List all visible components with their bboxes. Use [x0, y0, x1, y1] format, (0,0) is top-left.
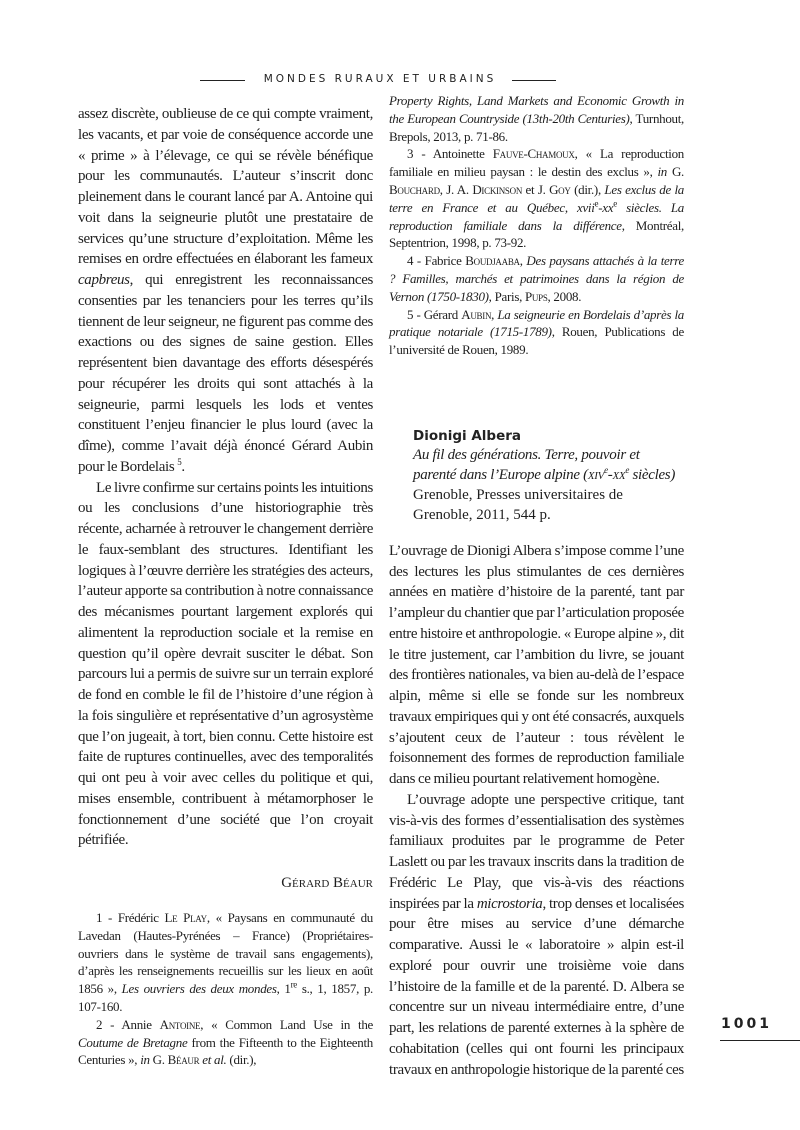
right-column	[389, 92, 684, 1080]
paragraph	[389, 790, 684, 1081]
text-run: L’ouvrage adopte une perspective critique, tant vis-à-vis des formes d’essentialisation des systèmes familiaux produites par le programme de Peter Laslett ou par les travaux inscrits dans la tradition de Frédéric Le Play, que vis-à-vis des réactions inspirées par la	[389, 791, 684, 912]
italic-text: microstoria	[476, 895, 543, 912]
text-run: (dir.),	[570, 181, 605, 197]
paragraph	[78, 104, 373, 478]
text-run: , Paris,	[488, 288, 525, 304]
italic-text: et al.	[202, 1052, 227, 1068]
text-run: 5 - Gérard	[407, 306, 462, 322]
text-run: , trop denses et localisées pour être mises au service d’une démarche comparative. Aussi le « laboratoire » alpin est-il exploré pour ouvrir une troisième voie dans l’histoire de la famille et de la parenté. D. Albera se concentre sur un niveau intermédiaire entre, d’une part, les relations de parenté externes à la sphère de cohabitation (celles qui ont fourni les principaux travaux en anthropologie historique de la parenté ces	[389, 895, 684, 1078]
paragraph	[389, 541, 684, 790]
left-column	[78, 104, 373, 1069]
text-run: , qui enregistrent les reconnaissances consenties par les tenanciers pour les terres qu’ils tiennent de leur seigneur, ne figurent pas comme des exactions ou des signes de saine gestion. Elles représentent bien davantage des efforts désespérés pour récupérer les droits qui sont attachés à la seigneurie, parmi lesquels les lods et ventes constituent l’enjeu financier le plus lourd (avec la dîme), comme l’avait déjà énoncé Gérard Aubin pour le Bordelais	[78, 272, 373, 475]
small-caps-text: Bouchard	[389, 181, 440, 197]
italic-text: -xx	[598, 199, 614, 215]
italic-text: Coutume de Bretagne	[78, 1034, 188, 1050]
italic-text: Les ouvriers des deux mondes	[121, 981, 277, 997]
text-run: , J. A.	[439, 181, 473, 197]
small-caps-text: xx	[612, 466, 626, 483]
italic-text: Les exclus de la terre en France et au Québec, xvii	[389, 181, 685, 215]
small-caps-text: Antoine	[159, 1016, 201, 1032]
small-caps-text: Fauve-Chamoux	[492, 146, 575, 162]
text-run: ,	[519, 253, 527, 269]
header-rule-left	[200, 80, 245, 81]
text-run: siècles)	[629, 466, 676, 483]
text-run: , 2008.	[547, 288, 582, 304]
text-run: G.	[667, 164, 684, 180]
small-caps-text: Aubin	[461, 306, 492, 322]
text-run: 3 - Antoinette	[407, 146, 493, 162]
italic-text: in	[140, 1052, 150, 1068]
footnote	[389, 252, 684, 305]
superscript: e	[604, 464, 608, 475]
review-author: Dionigi Albera	[413, 427, 521, 444]
text-run: , « Common Land Use in the	[200, 1016, 373, 1032]
running-title: MONDES RURAUX ET URBAINS	[263, 73, 497, 85]
small-caps-text: Boudjaaba	[465, 253, 520, 269]
review-body-continued	[78, 104, 373, 851]
footnote	[78, 909, 373, 1016]
small-caps-text: Pups	[524, 288, 548, 304]
page-number: 1001	[721, 1016, 772, 1032]
left-footnotes	[78, 909, 373, 1069]
text-run: , Rouen, Publications de l’université de Rouen, 1989.	[389, 324, 684, 358]
small-caps-text: Béaur	[167, 1052, 200, 1068]
text-run: s., 1, 1857, p. 107-160.	[78, 981, 373, 1014]
review-publisher-details: Grenoble, 2011, 544 p.	[413, 506, 551, 523]
superscript: re	[290, 979, 298, 990]
text-run: (dir.),	[226, 1052, 257, 1068]
text-run: Au fil des générations. Terre, pouvoir et parenté dans l’Europe alpine (	[413, 446, 640, 483]
italic-text: Property Rights, Land Markets and Economic Growth in the European Countryside (13th-20th Centuries)	[389, 93, 684, 126]
italic-text: in	[657, 164, 668, 180]
text-run: et J.	[522, 181, 550, 197]
review-signature: Gérard Béaur	[281, 875, 373, 891]
italic-text: La seigneurie en Bordelais d’après la pratique notariale (1715-1789)	[389, 306, 685, 340]
superscript: e	[594, 198, 599, 209]
paragraph	[78, 478, 373, 852]
review-publisher: Grenoble, Presses universitaires de	[413, 486, 623, 503]
footnote-continued	[389, 92, 684, 145]
text-run: ,	[491, 306, 498, 322]
small-caps-text: Goy	[549, 181, 571, 197]
superscript: e	[625, 464, 630, 475]
text-run: , Montréal, Septentrion, 1998, p. 73-92.	[389, 217, 684, 251]
small-caps-text: xiv	[587, 466, 605, 483]
right-footnotes	[389, 92, 684, 359]
text-run: 1 - Frédéric	[96, 910, 165, 925]
text-run: G.	[149, 1052, 168, 1068]
superscript: e	[613, 198, 617, 209]
text-run: , « La reproduction familiale en milieu paysan : le destin des exclus »,	[389, 146, 684, 180]
header-rule-right	[512, 80, 556, 81]
text-run: , « Paysans en communauté du Lavedan (Hautes-Pyrénées – France) (Propriétaires-ouvriers dans le système de travail sans engagements), d’après les renseignements recueillis sur les lieux en août 1856 »,	[78, 910, 373, 997]
text-run: , 1	[276, 981, 291, 997]
page-number-rule	[720, 1040, 800, 1041]
text-run: .	[181, 458, 185, 475]
small-caps-text: Dickinson	[472, 181, 523, 197]
footnote	[389, 145, 684, 252]
footnote	[78, 1016, 373, 1069]
review-book-title	[413, 445, 684, 485]
text-run: 4 - Fabrice	[407, 253, 466, 269]
text-run: from the Fifteenth to the Eighteenth Centuries »,	[78, 1034, 373, 1068]
text-run: -	[607, 466, 613, 483]
small-caps-text: Le Play	[164, 910, 207, 925]
italic-text: capbreus	[78, 272, 130, 288]
review-header	[389, 427, 684, 525]
text-run: assez discrète, oublieuse de ce qui compte vraiment, les vacants, et par voie de conséquence accorde une « prime » à l’élevage, ce qui se révèle bénéfique pour les communautés. L’auteur s’inscrit donc pleinement dans le courant lancé par A. Antoine qui voit dans la seigneurie plutôt une prestataire de services qu’une structure d’exploitation. Même les remises en ordre effectuées en élaborant les fameux	[78, 106, 373, 268]
text-run: 2 - Annie	[96, 1016, 160, 1032]
review-body	[389, 541, 684, 1081]
text-run: Le livre confirme sur certains points les intuitions ou les conclusions d’une historiographie très récente, acharnée à retrouver le changement derrière le faux-semblant des structures. Identifiant les logiques à l’œuvre derrière les stratégies des acteurs, l’auteur apporte sa contribution à notre connaissance des mécanismes pourtant largement explorés qui alimentent la reproduction sociale et la remise en question qu’il opère devrait susciter le débat. Son parcours lui a permis de suivre sur un terrain exploré de fond en comble le fil de l’histoire d’une région à la fois singulière et représentative d’un agrosystème que l’on jugeait, à tort, bien connu. Cette histoire est faite de ruptures continuelles, avec des temporalités qui ont peu à voir avec celles du politique et qui, mises ensemble, contribuent à métamorphoser le fonctionnement d’une société que l’on croyait pétrifiée.	[78, 479, 373, 849]
italic-text: siècles. La reproduction familiale dans la différence	[389, 199, 684, 233]
text-run: , Turnhout, Brepols, 2013, p. 71-86.	[389, 110, 685, 144]
footnote	[389, 306, 684, 359]
italic-text: Des paysans attachés à la terre ? Familles, marchés et patrimoines dans la région de Vernon (1750-1830)	[389, 253, 684, 304]
superscript: 5	[177, 456, 182, 467]
text-run: L’ouvrage de Dionigi Albera s’impose comme l’une des lectures les plus stimulantes de ces dernières années en matière d’histoire de la parenté, tant par l’ampleur du chantier que par l’articulation proposée entre histoire et anthropologie. « Europe alpine », dit le titre justement, car l’ambition du livre, se jouant des frontières nationales, va bien au-delà de l’espace alpin, même si elle se fonde sur les nombreux travaux empiriques qui y ont été consacrés, auxquels s’ajoutent ceux de l’auteur : tous révèlent le foisonnement des formes de reproduction familiale dans ce milieu pourtant relativement homogène.	[389, 542, 684, 788]
